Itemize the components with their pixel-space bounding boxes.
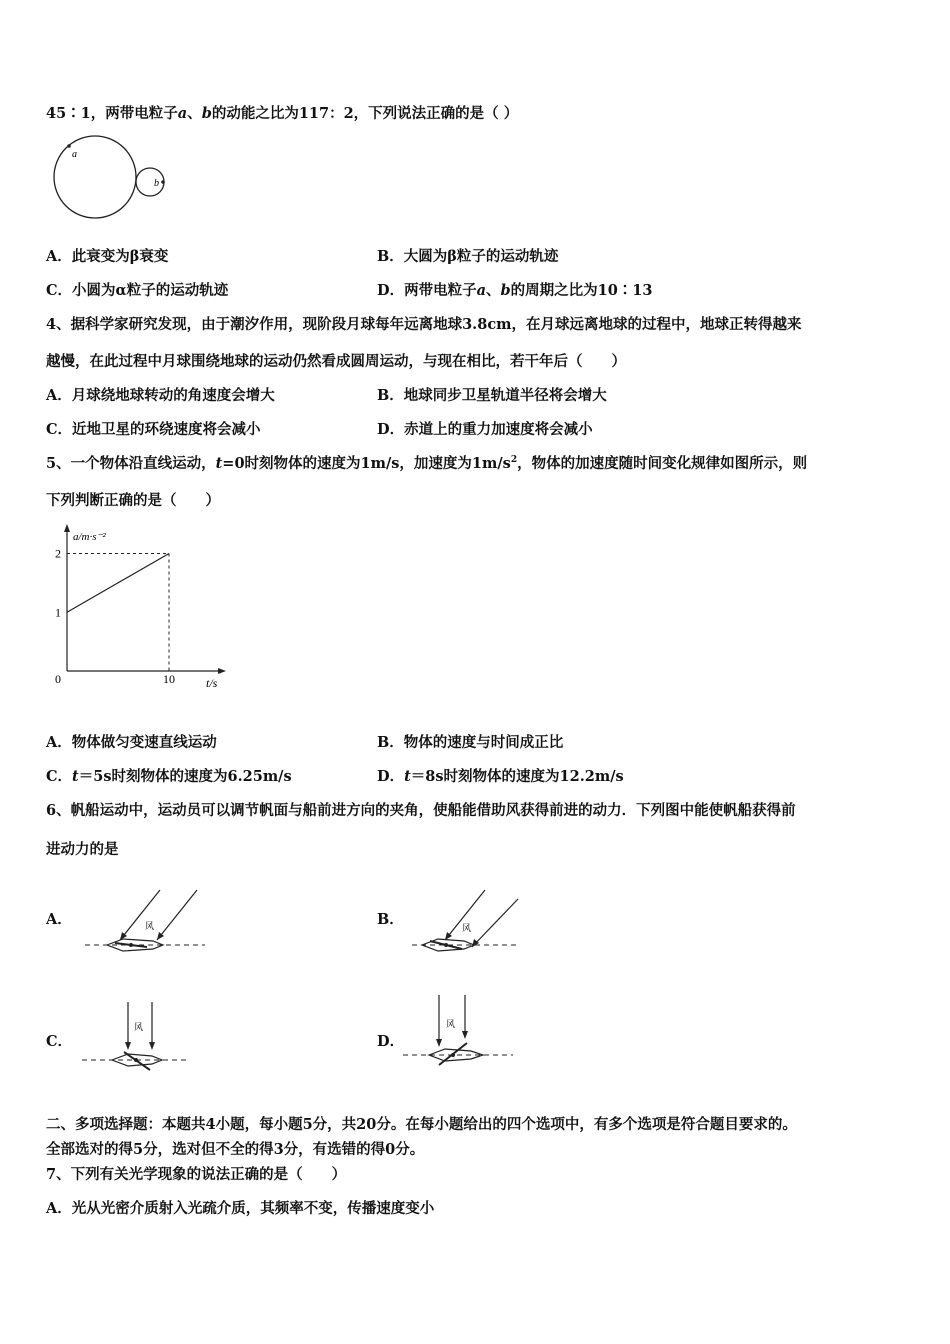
sailboat-figure-a[interactable] bbox=[85, 885, 205, 960]
wind-arrow-icon bbox=[472, 899, 518, 947]
sailboat-figure-c[interactable] bbox=[82, 998, 192, 1076]
q6-option-d[interactable]: D． bbox=[377, 1033, 405, 1050]
y-axis-label: a/m·s⁻² bbox=[73, 531, 106, 543]
y-tick-label-1: 1 bbox=[55, 605, 61, 620]
q4-option-b[interactable]: B．地球同步卫星轨道半径将会增大 bbox=[377, 387, 607, 404]
q3-option-d[interactable]: D．两带电粒子a、b的周期之比为10∶13 bbox=[377, 282, 653, 299]
q4-stem-line2: 越慢，在此过程中月球围绕地球的运动仍然看成圆周运动，与现在相比，若干年后（ ） bbox=[46, 353, 626, 370]
q6-stem-line2: 进动力的是 bbox=[46, 841, 119, 858]
q3-option-c[interactable]: C．小圆为α粒子的运动轨迹 bbox=[46, 282, 229, 299]
wind-label: 风 bbox=[446, 1019, 456, 1029]
q4-stem-line1: 4、据科学家研究发现，由于潮汐作用，现阶段月球每年远离地球3.8cm，在月球远离地球的过程中，地球正转得越来 bbox=[46, 316, 802, 333]
q5-option-a[interactable]: A．物体做匀变速直线运动 bbox=[46, 734, 217, 751]
wind-label: 风 bbox=[462, 923, 472, 933]
wind-label: 风 bbox=[145, 921, 155, 931]
q5-option-b[interactable]: B．物体的速度与时间成正比 bbox=[377, 734, 564, 751]
q6-option-a[interactable]: A． bbox=[46, 911, 72, 928]
wind-arrow-icon bbox=[120, 890, 160, 940]
x-tick-label-10: 10 bbox=[163, 672, 175, 686]
q5-stem-line1: 5、一个物体沿直线运动，t=0时刻物体的速度为1m/s，加速度为$1m/s^2$，物体的加速度随时间变化规律如图所示，则 bbox=[46, 455, 808, 472]
q5-stem-line2: 下列判断正确的是（ ） bbox=[46, 492, 220, 509]
q4-option-a[interactable]: A．月球绕地球转动的角速度会增大 bbox=[46, 387, 275, 404]
wind-label: 风 bbox=[134, 1022, 144, 1032]
q3-stem: 45∶1，两带电粒子a、b的动能之比为117：2，下列说法正确的是（ ） bbox=[46, 105, 519, 122]
q4-option-c[interactable]: C．近地卫星的环绕速度将会减小 bbox=[46, 421, 261, 438]
q7-stem: 7、下列有关光学现象的说法正确的是（ ） bbox=[46, 1166, 347, 1183]
x-axis-label: t/s bbox=[206, 676, 218, 690]
particle-b-dot bbox=[161, 180, 165, 184]
q3-circles-figure bbox=[50, 135, 170, 225]
q3-option-a[interactable]: A．此衰变为β衰变 bbox=[46, 248, 169, 265]
q5-option-c[interactable]: C．t＝5s时刻物体的速度为6.25m/s bbox=[46, 768, 292, 785]
x-axis-arrow bbox=[218, 668, 226, 674]
sailboat-figure-d[interactable] bbox=[403, 993, 518, 1073]
acceleration-time-chart bbox=[40, 522, 240, 697]
q7-option-a[interactable]: A．光从光密介质射入光疏介质，其频率不变，传播速度变小 bbox=[46, 1200, 435, 1217]
label-b: b bbox=[154, 178, 159, 189]
y-axis-arrow bbox=[64, 524, 70, 532]
label-a: a bbox=[72, 149, 77, 160]
series-line bbox=[67, 554, 169, 613]
q3-option-b[interactable]: B．大圆为β粒子的运动轨迹 bbox=[377, 248, 559, 265]
q4-option-d[interactable]: D．赤道上的重力加速度将会减小 bbox=[377, 421, 593, 438]
large-circle-track bbox=[54, 136, 136, 218]
sailboat-figure-b[interactable] bbox=[412, 887, 527, 962]
x-tick-label-0: 0 bbox=[55, 672, 61, 686]
section2-heading-line1: 二、多项选择题：本题共4小题，每小题5分，共20分。在每小题给出的四个选项中，有多个选项是符合题目要求的。 bbox=[46, 1116, 797, 1133]
y-tick-label-2: 2 bbox=[55, 546, 61, 561]
section2-heading-line2: 全部选对的得5分，选对但不全的得3分，有选错的得0分。 bbox=[46, 1141, 425, 1158]
wind-arrow-icon bbox=[157, 890, 197, 940]
particle-a-dot bbox=[67, 144, 71, 148]
q6-option-b[interactable]: B． bbox=[377, 911, 404, 928]
small-circle-track bbox=[136, 168, 164, 196]
q5-option-d[interactable]: D．t＝8s时刻物体的速度为12.2m/s bbox=[377, 768, 624, 785]
q6-stem-line1: 6、帆船运动中，运动员可以调节帆面与船前进方向的夹角，使船能借助风获得前进的动力．下列图中能使帆船获得前 bbox=[46, 802, 796, 819]
q6-option-c[interactable]: C． bbox=[46, 1033, 73, 1050]
